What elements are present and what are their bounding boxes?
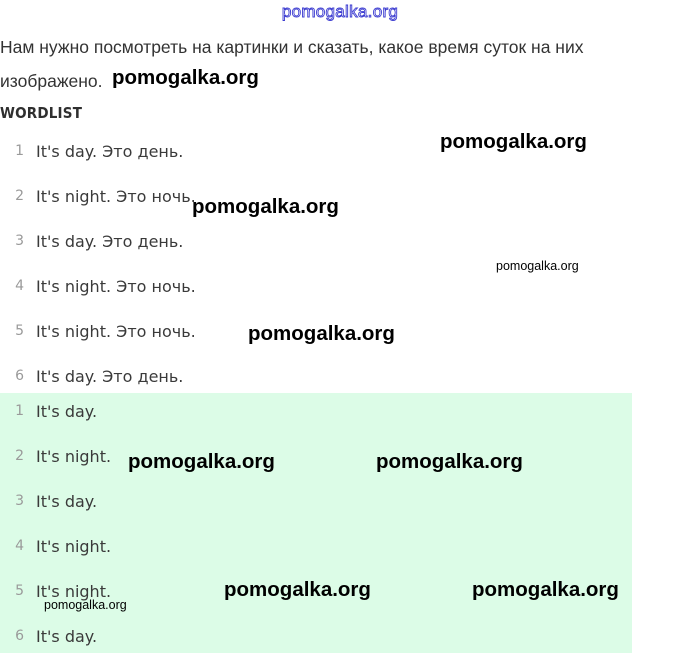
list-item <box>0 274 196 298</box>
answer-item <box>0 534 111 558</box>
watermark: pomogalka.org <box>224 578 371 601</box>
item-text: It's day. <box>36 626 98 646</box>
item-number: 6 <box>15 368 24 384</box>
item-text: It's night. <box>36 446 112 466</box>
item-number: 1 <box>15 143 24 159</box>
answer-item <box>0 399 97 423</box>
item-number: 3 <box>15 493 24 509</box>
item-number: 3 <box>15 233 24 249</box>
item-text: It's day. <box>36 401 98 421</box>
answer-item <box>0 489 97 513</box>
wordlist-heading: WORDLIST <box>0 104 83 122</box>
intro-text: Нам нужно посмотреть на картинки и сказать, какое время суток на них изображено. <box>0 37 584 91</box>
answer-item <box>0 444 111 468</box>
watermark: pomogalka.org <box>192 195 339 218</box>
header-watermark: pomogalka.org <box>281 2 399 21</box>
item-text: It's night. Это ночь. <box>36 321 196 341</box>
watermark: pomogalka.org <box>112 66 259 89</box>
item-text: It's night. <box>36 536 112 556</box>
watermark: pomogalka.org <box>44 598 127 612</box>
item-number: 2 <box>15 188 24 204</box>
item-number: 5 <box>15 323 24 339</box>
answer-item <box>0 624 97 648</box>
item-number: 1 <box>15 403 24 419</box>
item-text: It's day. Это день. <box>36 366 184 386</box>
list-item <box>0 139 183 163</box>
item-number: 6 <box>15 628 24 644</box>
item-text: It's day. Это день. <box>36 141 184 161</box>
watermark: pomogalka.org <box>472 578 619 601</box>
item-number: 4 <box>15 538 24 554</box>
watermark: pomogalka.org <box>248 322 395 345</box>
list-item <box>0 319 196 343</box>
item-text: It's night. Это ночь. <box>36 186 196 206</box>
item-text: It's day. <box>36 491 98 511</box>
watermark: pomogalka.org <box>128 450 275 473</box>
watermark: pomogalka.org <box>440 130 587 153</box>
list-item <box>0 364 183 388</box>
item-text: It's night. <box>36 581 112 601</box>
item-text: It's night. Это ночь. <box>36 276 196 296</box>
item-number: 2 <box>15 448 24 464</box>
watermark: pomogalka.org <box>496 259 579 273</box>
item-number: 5 <box>15 583 24 599</box>
list-item <box>0 184 196 208</box>
answer-panel <box>0 393 632 653</box>
list-item <box>0 229 183 253</box>
watermark: pomogalka.org <box>376 450 523 473</box>
item-text: It's day. Это день. <box>36 231 184 251</box>
item-number: 4 <box>15 278 24 294</box>
